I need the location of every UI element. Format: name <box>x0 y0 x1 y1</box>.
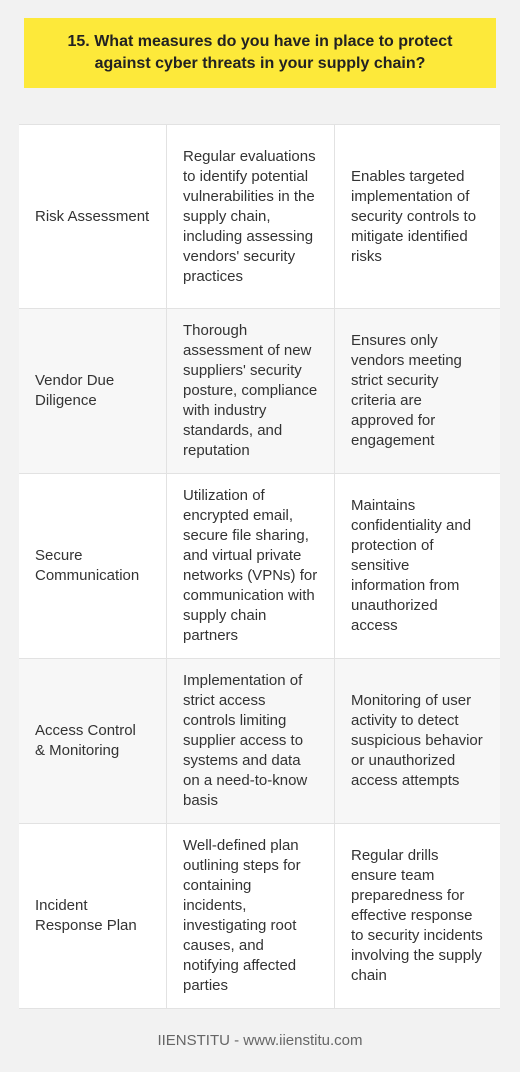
measure-cell: Incident Response Plan <box>19 824 167 1008</box>
benefit-cell: Maintains confidentiality and protection of sensitive information from unauthorized access <box>351 497 472 634</box>
benefit-cell: Enables targeted implementation of security controls to mitigate identified risks <box>351 167 477 265</box>
measures-table <box>19 124 500 1009</box>
description-cell: Well-defined plan outlining steps for containing incidents, investigating root causes, and notifying affected parties <box>167 824 335 1008</box>
measure-cell: Risk Assessment <box>19 125 167 308</box>
table-row <box>19 309 500 474</box>
page-title: 15. What measures do you have in place to protect against cyber threats in your supply chain? <box>67 33 453 72</box>
description-cell: Thorough assessment of new suppliers' security posture, compliance with industry standards, and reputation <box>167 309 335 473</box>
table-row <box>19 125 500 309</box>
measure-cell: Secure Communication <box>19 474 167 658</box>
measure-cell: Access Control & Monitoring <box>19 659 167 823</box>
benefit-cell: Regular drills ensure team preparedness for effective response to security incidents involving the supply chain <box>351 847 483 984</box>
table-row <box>19 474 500 659</box>
table-row <box>19 824 500 1008</box>
description-cell: Implementation of strict access controls limiting supplier access to systems and data on a need-to-know basis <box>167 659 335 823</box>
footer-credit: IIENSTITU - www.iienstitu.com <box>157 1032 363 1049</box>
title-banner <box>24 18 496 88</box>
table-row <box>19 659 500 824</box>
benefit-cell: Ensures only vendors meeting strict security criteria are approved for engagement <box>351 332 462 449</box>
description-cell: Utilization of encrypted email, secure file sharing, and virtual private networks (VPNs) for communication with supply chain partners <box>167 474 335 658</box>
benefit-cell: Monitoring of user activity to detect suspicious behavior or unauthorized access attempts <box>351 692 483 789</box>
measure-cell: Vendor Due Diligence <box>19 309 167 473</box>
description-cell: Regular evaluations to identify potential vulnerabilities in the supply chain, including assessing vendors' security practices <box>167 125 335 308</box>
